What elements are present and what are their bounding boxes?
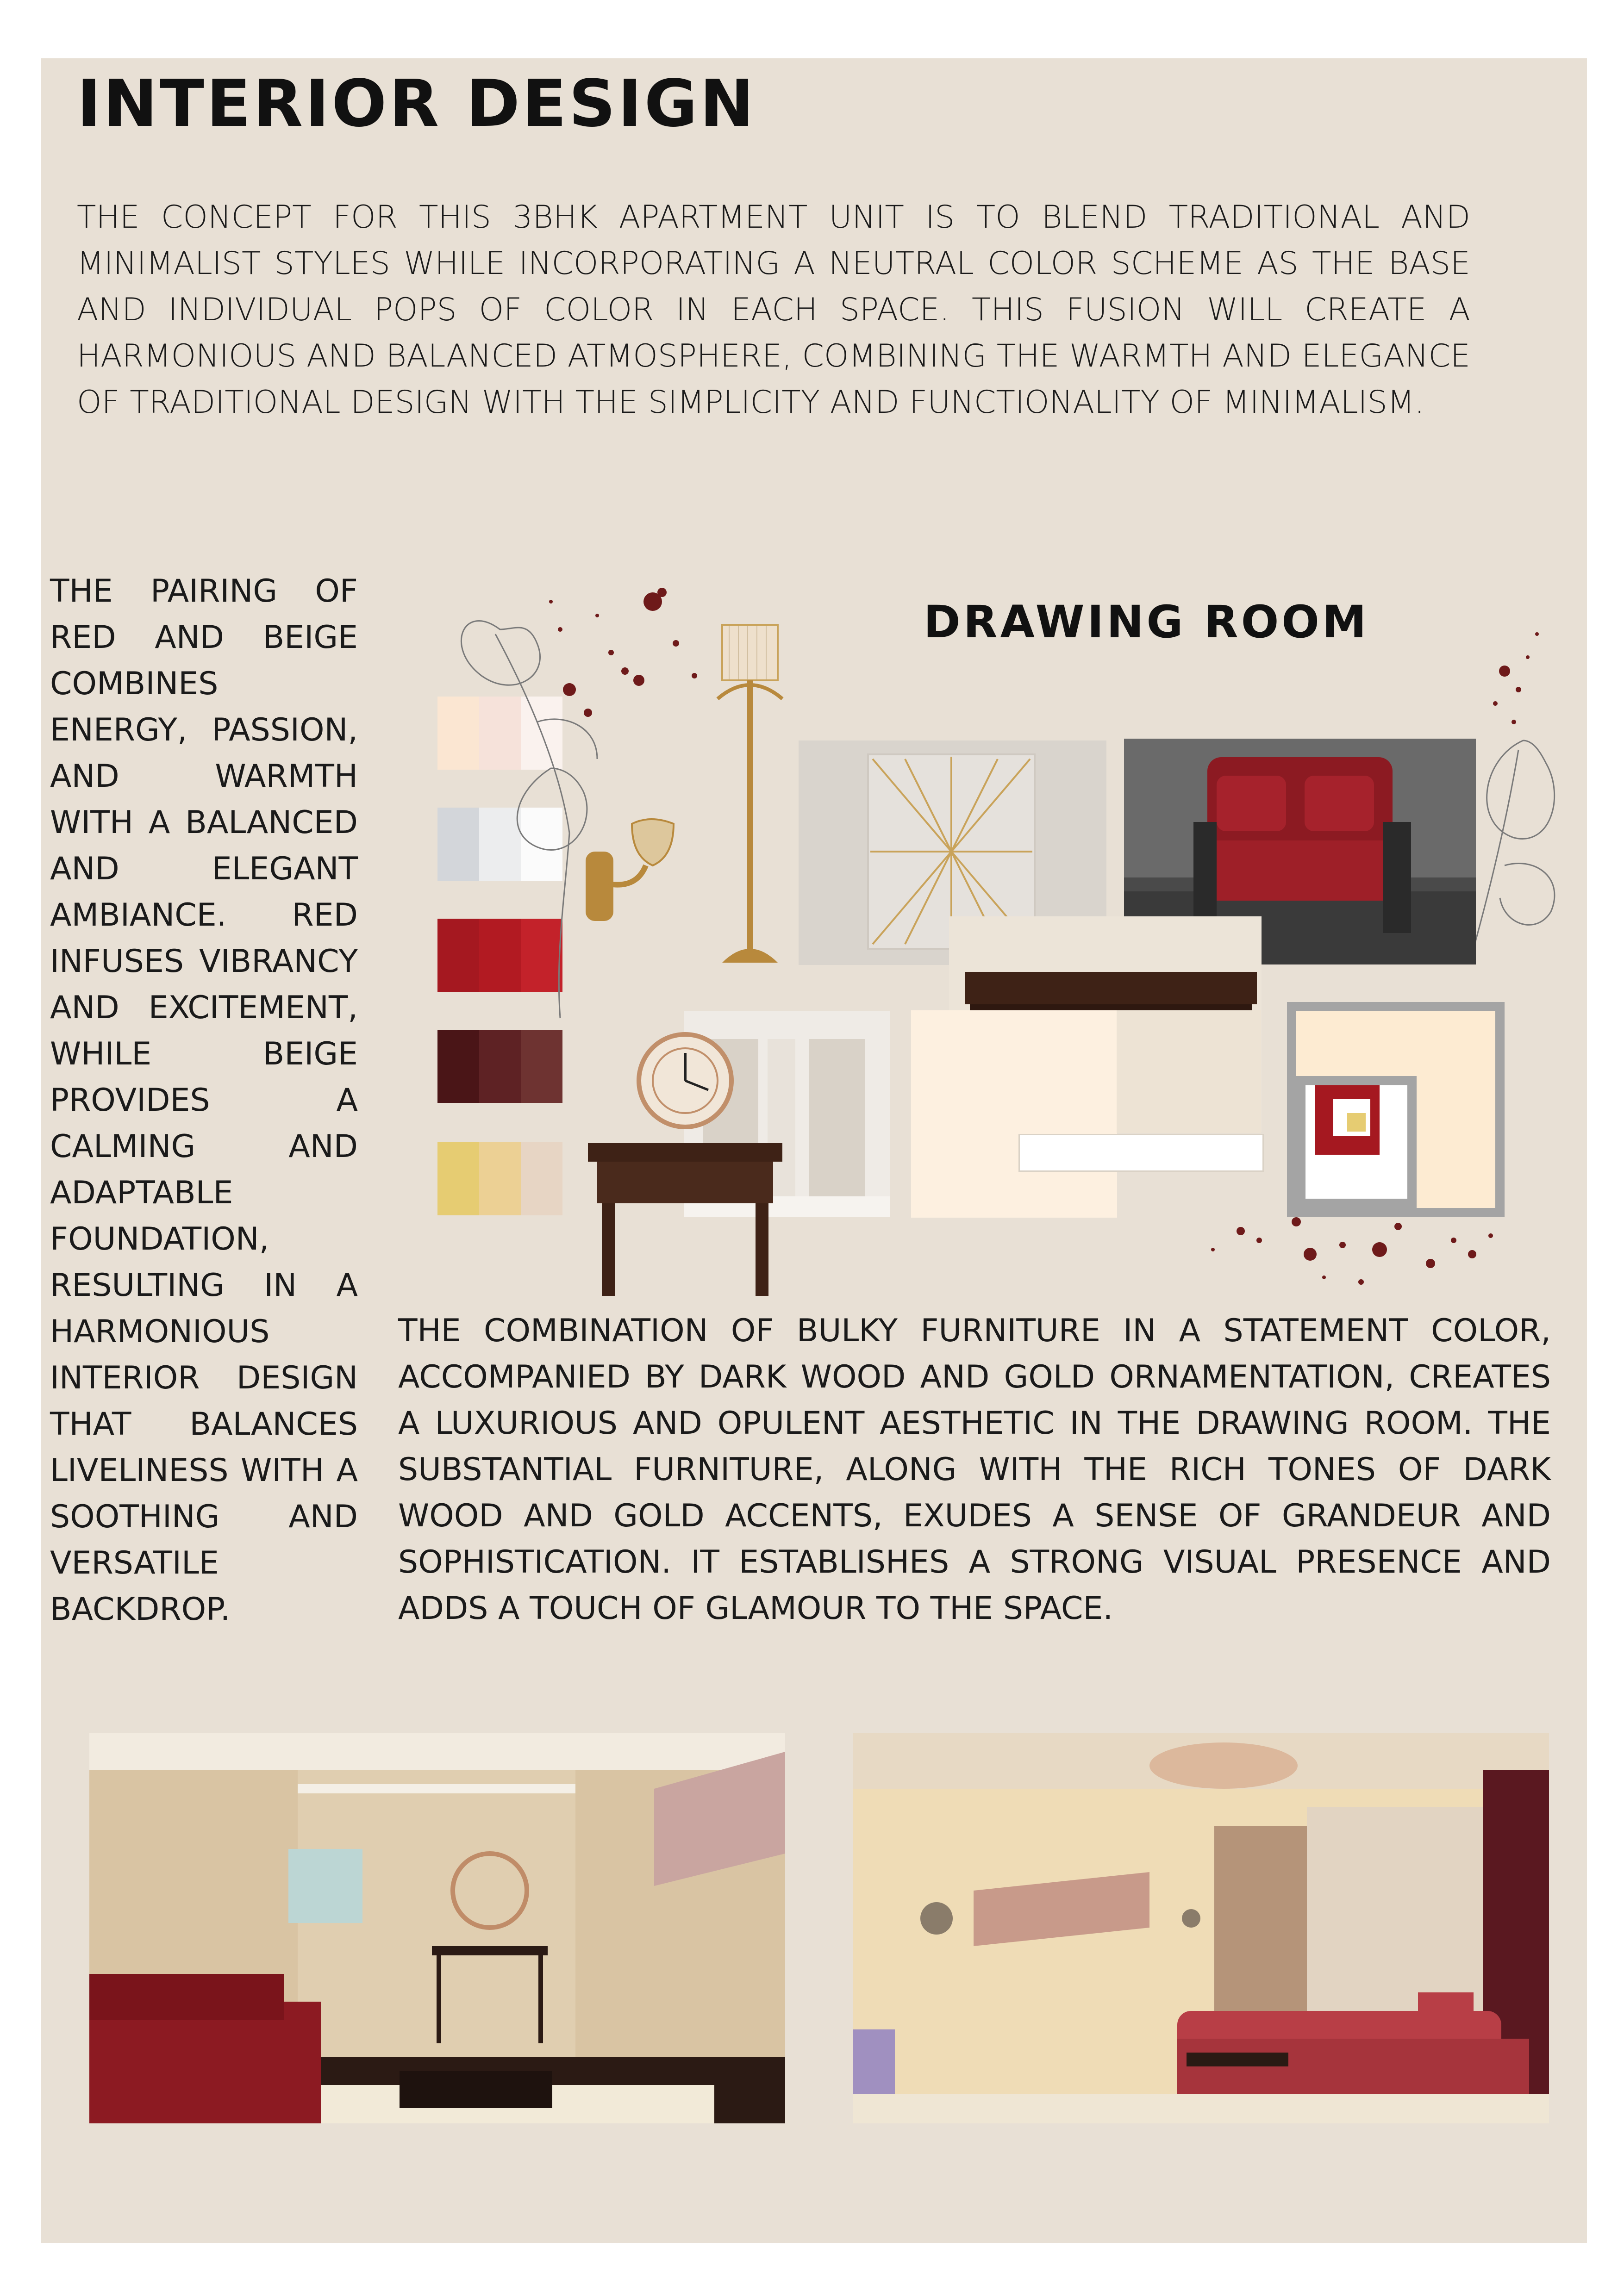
render-image-left bbox=[89, 1733, 785, 2123]
lamp-icon bbox=[704, 620, 796, 972]
geometric-color-block bbox=[1287, 1002, 1505, 1217]
white-strip bbox=[1018, 1134, 1264, 1172]
color-swatch bbox=[479, 1142, 521, 1215]
page-title: INTERIOR DESIGN bbox=[77, 66, 756, 142]
drawing-room-heading: DRAWING ROOM bbox=[924, 596, 1369, 648]
color-swatch bbox=[479, 1030, 521, 1103]
color-swatch bbox=[521, 1142, 562, 1215]
color-pairing-paragraph: THE PAIRING OF RED AND BEIGE COMBINES ENERGY, PASSION, AND WARMTH WITH A BALANCED AND ELEGANT AMBIANCE. RED INFUSES VIBRANCY AND EXCITEMENT, WHILE BEIGE PROVIDES A CALMING AND ADAPTABLE FOUNDATION, RESULTING IN A HARMONIOUS INTERIOR DESIGN THAT BALANCES LIVELINESS WITH A SOOTHING AND VERSATILE BACKDROP. bbox=[50, 573, 358, 1628]
palette-row bbox=[437, 1030, 562, 1103]
palette-row bbox=[437, 1142, 562, 1215]
clock-icon bbox=[634, 1030, 736, 1132]
intro-paragraph: THE CONCEPT FOR THIS 3BHK APARTMENT UNIT IS TO BLEND TRADITIONAL AND MINIMALIST STYLES WHILE INCORPORATING A NEUTRAL COLOR SCHEME AS THE BASE AND INDIVIDUAL POPS OF COLOR IN EACH SPACE. THIS FUSION WILL CREATE A HARMONIOUS AND BALANCED ATMOSPHERE, COMBINING THE WARMTH AND ELEGANCE OF TRADITIONAL DESIGN WITH THE SIMPLICITY AND FUNCTIONALITY OF MINIMALISM. bbox=[77, 199, 1470, 421]
texture-panel bbox=[1117, 1010, 1261, 1133]
cream-panel bbox=[911, 1010, 1117, 1218]
drawing-room-description: THE COMBINATION OF BULKY FURNITURE IN A STATEMENT COLOR, ACCOMPANIED BY DARK WOOD AND GOLD ORNAMENTATION, CREATES A LUXURIOUS AND OPULENT AESTHETIC IN THE DRAWING ROOM. THE SUBSTANTIAL FURNITURE, ALONG WITH THE RICH TONES OF DARK WOOD AND GOLD ACCENTS, EXUDES A SENSE OF GRANDEUR AND SOPHISTICATION. IT ESTABLISHES A STRONG VISUAL PRESENCE AND ADDS A TOUCH OF GLAMOUR TO THE SPACE. bbox=[398, 1313, 1551, 1627]
render-image-right bbox=[853, 1733, 1549, 2123]
color-swatch bbox=[437, 1142, 479, 1215]
paint-splatter-icon bbox=[1185, 1203, 1518, 1314]
color-swatch bbox=[521, 1030, 562, 1103]
paint-splatter-icon bbox=[1477, 629, 1551, 736]
console-table-icon bbox=[588, 1143, 782, 1300]
wall-sconce-icon bbox=[581, 815, 692, 953]
color-swatch bbox=[437, 1030, 479, 1103]
